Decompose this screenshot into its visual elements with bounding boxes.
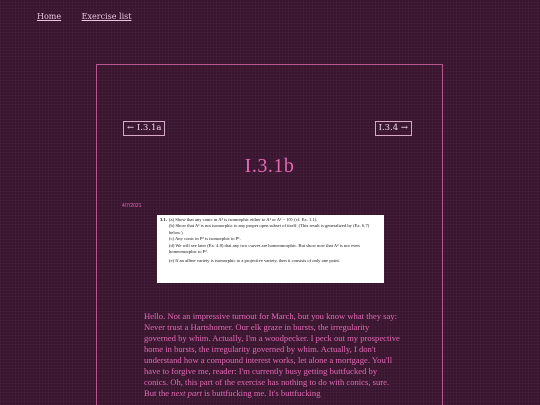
prev-exercise-button[interactable]: ← I.3.1a bbox=[123, 121, 165, 136]
post-body bbox=[144, 311, 401, 399]
exercise-part-text: (d) We will see later (Ex. 4.8) that any two curves are homeomorphic. But show now that A² is not even homeomorphic to P². bbox=[169, 242, 360, 255]
page-title: I.3.1b bbox=[244, 155, 295, 177]
exercise-part-text: (c) Any conic in P² is isomorphic to P¹. bbox=[169, 236, 241, 242]
exercise-part-d bbox=[160, 243, 381, 256]
exercise-part-text: (b) Show that A¹ is not isomorphic to any proper open subset of itself. (This result is generalized by (Ex. 6.7) below.) bbox=[169, 223, 370, 235]
top-nav bbox=[37, 12, 149, 21]
post-date: 4/7/2021 bbox=[122, 203, 142, 209]
exercise-part-text: (e) If an affine variety is isomorphic to a projective variety, then it consists of only one point. bbox=[169, 258, 340, 264]
exercise-list-link[interactable]: Exercise list bbox=[81, 12, 132, 21]
exercise-image bbox=[157, 215, 384, 283]
content-panel bbox=[96, 64, 443, 405]
exercise-part-b bbox=[160, 223, 381, 236]
exercise-number: 3.1. bbox=[160, 217, 167, 222]
exercise-part-text: (a) Show that any conic in A² is isomorphic either to A¹ or A¹ − {0} (cf. Ex. 1.1). bbox=[169, 217, 318, 222]
home-link[interactable]: Home bbox=[37, 12, 62, 21]
next-exercise-button[interactable]: I.3.4 → bbox=[375, 121, 412, 136]
exercise-part-e bbox=[160, 258, 381, 264]
post-body-emphasis: next part bbox=[171, 388, 203, 398]
post-body-text: is buttfucking me. It's buttfucking bbox=[202, 388, 321, 398]
post-body-text: Hello. Not an impressive turnout for March, but you know what they say: Never trust a Hartshorner. Our elk graze in bursts, the irregularity governed by whim. Actually, I'm a woodpecker. I peck out my prospective home in bursts, the irregularity governed by whim. Actually, I don't understand how a compound interest works, let alone a mortgage. You'll have to forgive me, reader: I'm currently busy getting buttfucked by conics. Oh, this part of the exercise has nothing to do with conics, sure. But the bbox=[144, 311, 400, 398]
